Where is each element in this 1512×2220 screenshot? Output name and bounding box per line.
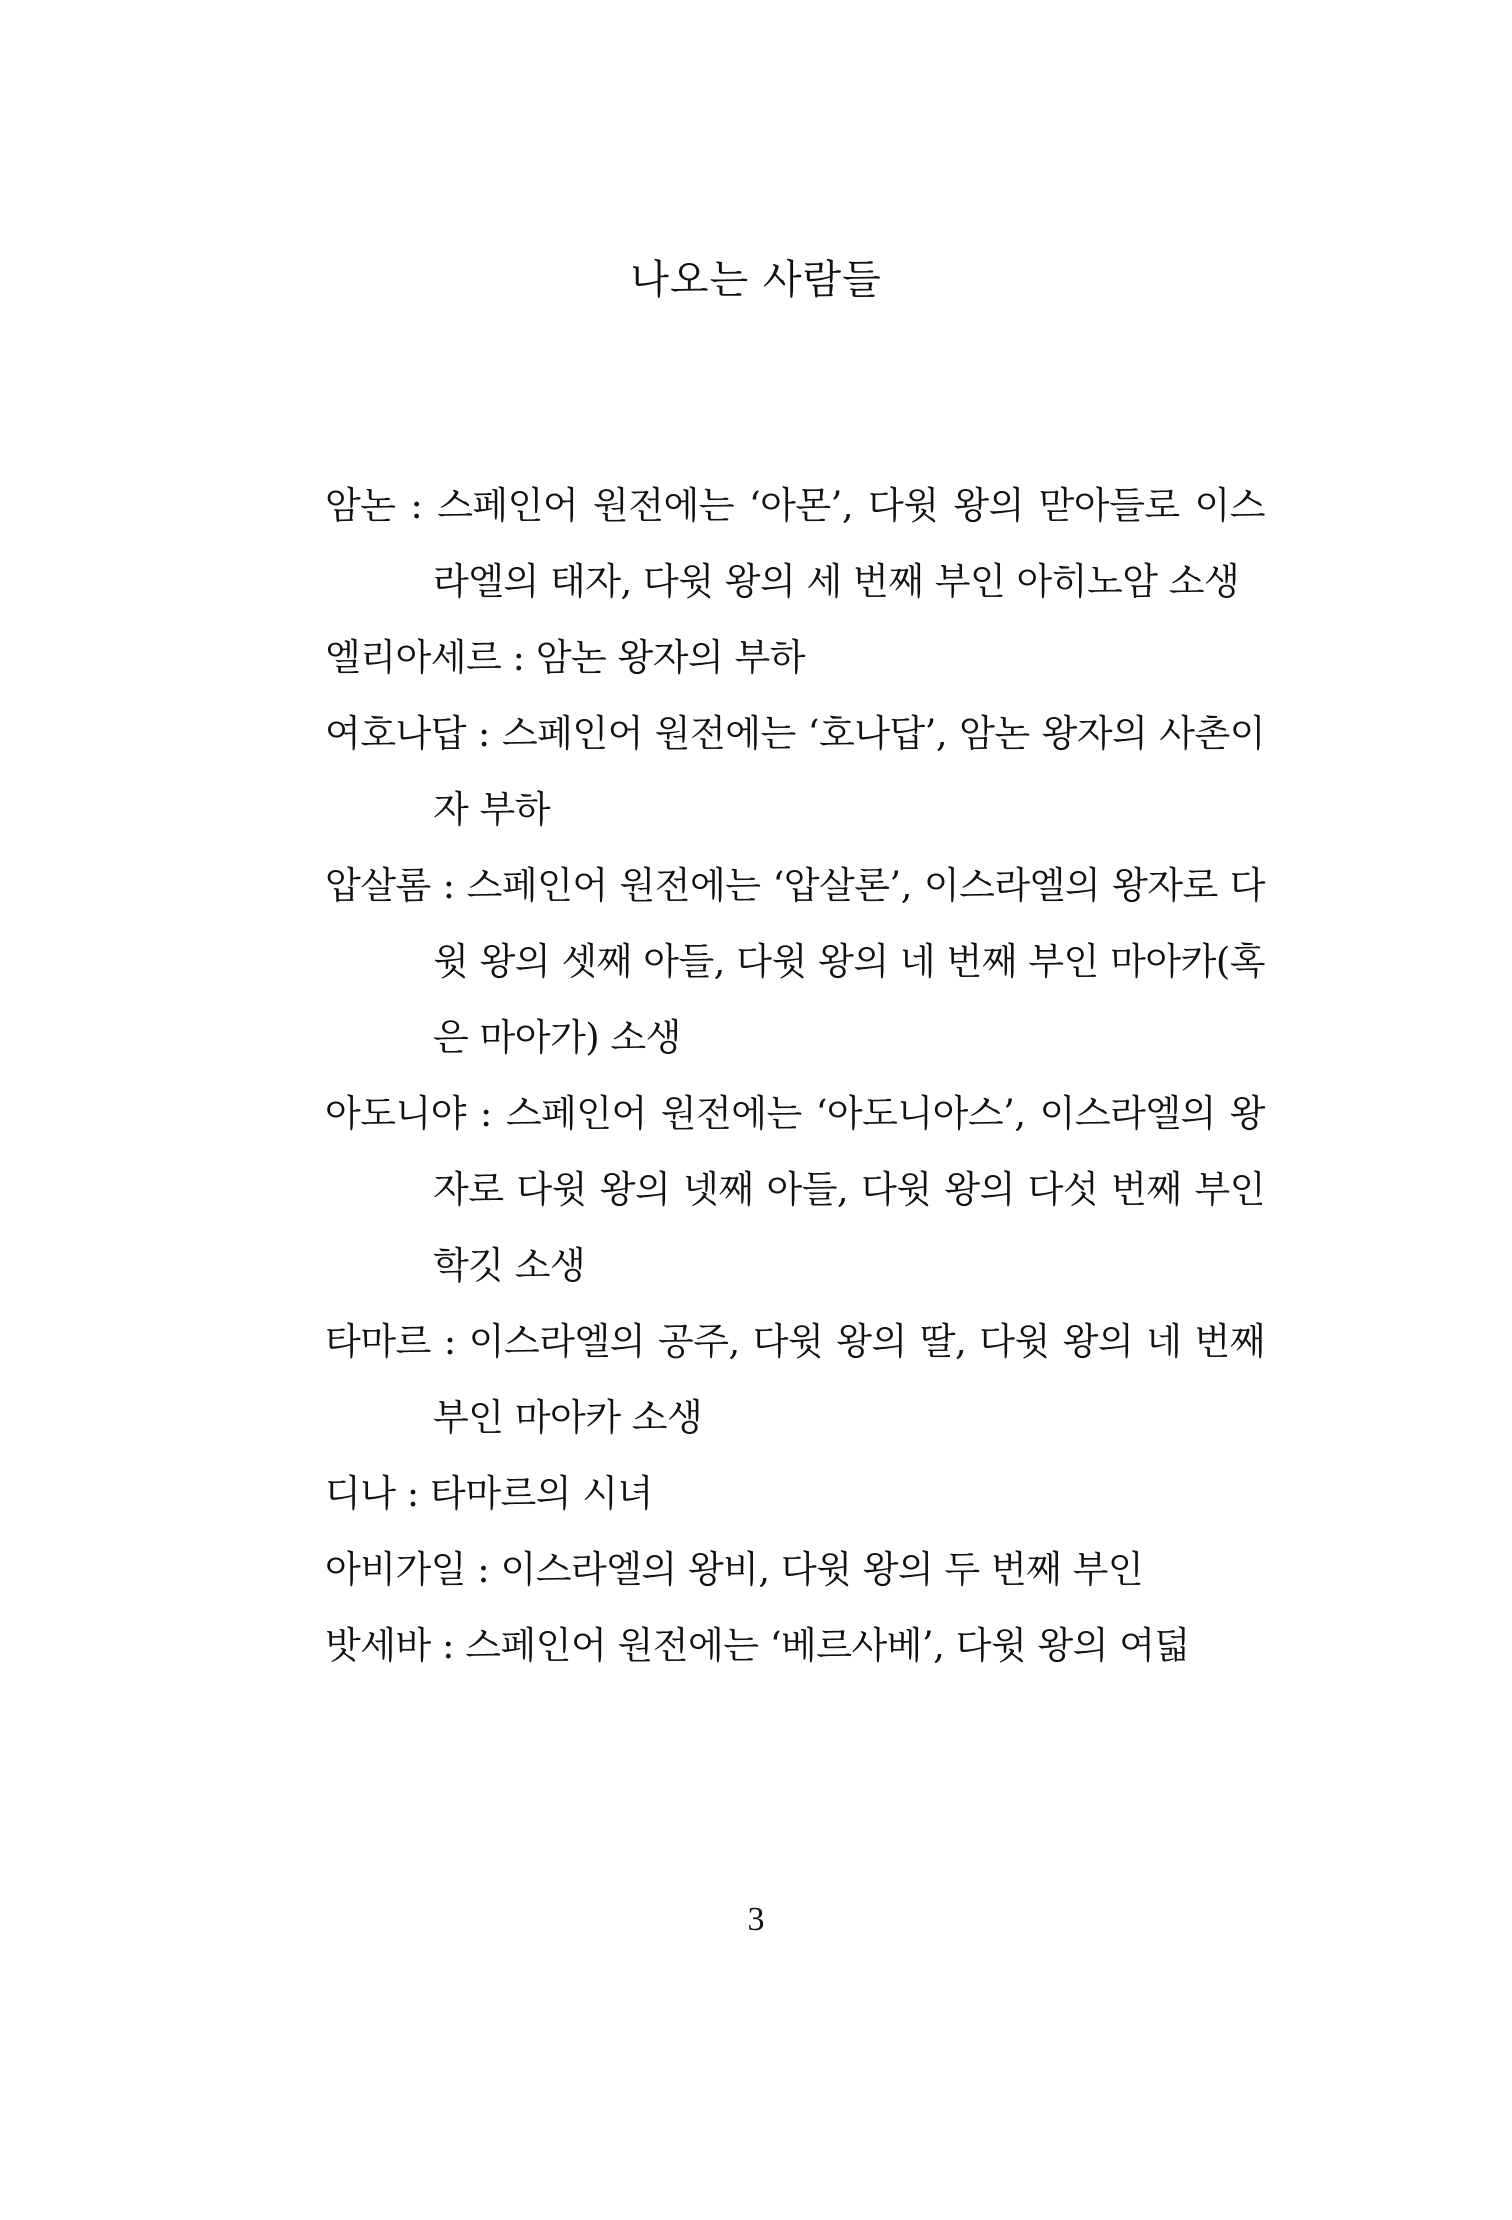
character-entry <box>325 696 1265 848</box>
separator: : <box>395 484 438 527</box>
character-name: 여호나답 <box>325 712 466 755</box>
character-entry <box>325 1456 1265 1532</box>
character-description: 이스라엘의 공주, 다윗 왕의 딸, 다윗 왕의 네 번째 부인 마아카 소생 <box>433 1320 1265 1439</box>
separator: : <box>430 1624 466 1667</box>
character-description: 타마르의 시녀 <box>429 1472 653 1515</box>
character-entry <box>325 848 1265 1076</box>
separator: : <box>465 712 502 755</box>
page-number: 3 <box>747 1901 765 1938</box>
separator: : <box>465 1092 506 1135</box>
character-description: 암논 왕자의 부하 <box>535 636 805 679</box>
character-entry <box>325 620 1265 696</box>
character-description: 스페인어 원전에는 ‘호나답’, 암논 왕자의 사촌이자 부하 <box>433 712 1265 831</box>
character-entry <box>325 468 1265 620</box>
character-name: 암논 <box>325 484 396 527</box>
character-description: 이스라엘의 왕비, 다윗 왕의 두 번째 부인 <box>500 1548 1144 1591</box>
character-name: 아도니야 <box>325 1092 466 1135</box>
character-description: 스페인어 원전에는 ‘아도니아스’, 이스라엘의 왕자로 다윗 왕의 넷째 아들, 다윗 왕의 다섯 번째 부인 학깃 소생 <box>433 1092 1265 1287</box>
separator: : <box>501 636 536 679</box>
character-description: 스페인어 원전에는 ‘아몬’, 다윗 왕의 맏아들로 이스라엘의 태자, 다윗 왕의 세 번째 부인 아히노암 소생 <box>433 484 1265 603</box>
character-description: 스페인어 원전에는 ‘베르사베’, 다윗 왕의 여덟 <box>465 1624 1190 1667</box>
character-name: 엘리아세르 <box>325 636 502 679</box>
separator: : <box>430 1320 469 1363</box>
character-entry <box>325 1608 1265 1684</box>
character-list <box>325 468 1265 1684</box>
separator: : <box>430 864 467 907</box>
character-name: 타마르 <box>325 1320 431 1363</box>
character-name: 압살롬 <box>325 864 431 907</box>
character-name: 아비가일 <box>325 1548 466 1591</box>
character-name: 밧세바 <box>325 1624 431 1667</box>
character-entry <box>325 1304 1265 1456</box>
page-title: 나오는 사람들 <box>630 257 882 303</box>
separator: : <box>395 1472 430 1515</box>
character-name: 디나 <box>325 1472 396 1515</box>
character-entry <box>325 1532 1265 1608</box>
separator: : <box>465 1548 501 1591</box>
character-description: 스페인어 원전에는 ‘압살론’, 이스라엘의 왕자로 다윗 왕의 셋째 아들, 다윗 왕의 네 번째 부인 마아카(혹은 마아가) 소생 <box>433 864 1265 1059</box>
character-entry <box>325 1076 1265 1304</box>
